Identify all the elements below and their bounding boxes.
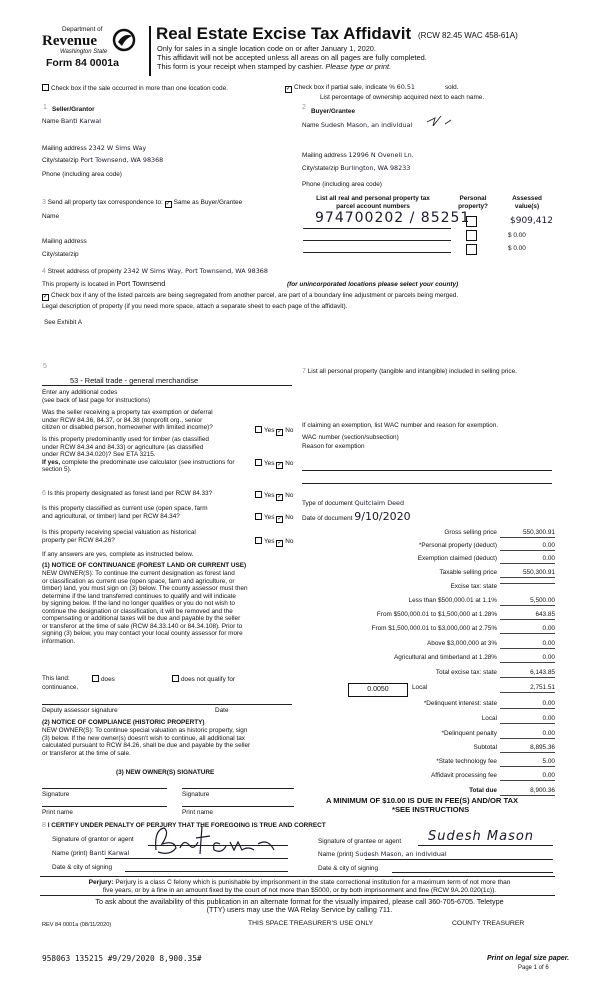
local-rate-box[interactable]: 0.0050 (348, 683, 408, 697)
calc-value[interactable]: 0.00 (500, 625, 555, 634)
calc-row (300, 529, 555, 539)
calc-value[interactable]: 8,895.36 (500, 744, 555, 753)
calc-row (300, 569, 555, 579)
calc-value[interactable]: 5,500.00 (500, 597, 555, 606)
form-title: Real Estate Excise Tax Affidavit (156, 24, 412, 43)
personal-property-checkbox-2[interactable] (466, 230, 477, 241)
buyer-city[interactable]: Burlington, WA 98233 (340, 164, 411, 172)
calc-label: Total due (469, 787, 497, 794)
calc-label: Excise tax: state (450, 583, 497, 590)
subtitle-2: This affidavit will not be accepted unless all areas on all pages are fully completed. (157, 53, 427, 62)
calc-row (300, 611, 555, 621)
calc-label: *State technology fee (436, 758, 497, 765)
multi-location-label: Check box if the sale occurred in more than one location code. (51, 85, 228, 92)
property-street[interactable]: 2342 W Sims Way, Port Townsend, WA 98368 (123, 267, 268, 275)
seller-name[interactable]: Banti Karwal (60, 117, 102, 125)
seller-phone-label: Phone (including area code) (42, 171, 122, 178)
calc-value[interactable]: 0.00 (500, 730, 555, 739)
calc-row (300, 772, 555, 782)
historic-no-checkbox[interactable]: ✓ (277, 540, 283, 546)
legal-description[interactable]: See Exhibit A (44, 319, 83, 326)
calc-value[interactable]: 0.00 (500, 715, 555, 724)
calc-row (300, 625, 555, 635)
calc-row (300, 758, 555, 768)
notice-compliance-text: NEW OWNER(S): To continue special valuation as historic property, sign (3) below. If the new owner(s) doesn't wish to continue, all additional tax calculated pursuant to RCW 84.26, shall be due and payable by the seller or transferor at the time of sale. (42, 727, 251, 757)
calc-row (300, 744, 555, 754)
buyer-heading: Buyer/Grantee (311, 108, 356, 115)
calc-value[interactable]: 8,900.36 (500, 787, 555, 796)
calc-row (300, 654, 555, 664)
calc-label: Above $3,000,000 at 3% (427, 640, 497, 647)
document-type[interactable]: Quitclaim Deed (354, 499, 405, 507)
calc-row (300, 700, 555, 710)
calc-row (300, 597, 555, 607)
land-use-code[interactable]: 53 - Retail trade - general merchandise (70, 376, 199, 385)
calc-row (300, 640, 555, 650)
calc-value[interactable]: 550,300.91 (500, 569, 555, 578)
form-rcw: (RCW 82.45 WAC 458-61A) (418, 31, 518, 40)
calc-row (300, 669, 555, 679)
calc-label: Local (412, 684, 428, 691)
calc-row (300, 555, 555, 565)
exemption-yes-checkbox[interactable] (255, 426, 262, 433)
calc-label: Local (481, 715, 497, 722)
buyer-address[interactable]: 12996 N Ovenell Ln. (348, 151, 414, 159)
current-use-yes-checkbox[interactable] (255, 513, 262, 520)
calc-value[interactable]: 0.00 (500, 654, 555, 663)
parcel-number[interactable]: 974700202 / 85251 (315, 210, 471, 226)
personal-property-checkbox-3[interactable] (466, 244, 477, 255)
land-does-not-checkbox[interactable] (172, 675, 179, 682)
historic-yes-checkbox[interactable] (255, 537, 262, 544)
notice-continuance-text: NEW OWNER(S): To continue the current designation as forest land or classification as current use (open space, farm and agriculture, or timber) land, you must sign on (3) below. The county assessor must then determine if the land transferred continues to qualify and will indicate by signing below. If the land no longer qualifies or you do not wish to continue the designation or classification, it will be removed and the compensating or additional taxes will be due and payable by the seller or transferor at the time of sale (RCW 84.33.140 or 84.34.108). Prior to signing (3) below, you may contact your local county assessor for more information. (42, 570, 248, 645)
subtitle-3: This form is your receipt when stamped by cashier. (157, 62, 324, 71)
pct-list-note: List percentage of ownership acquired next to each name. (320, 94, 485, 101)
sold-label: sold. (444, 84, 459, 91)
calc-row (300, 715, 555, 725)
calc-value[interactable]: 0.00 (500, 772, 555, 781)
land-does-checkbox[interactable] (92, 675, 99, 682)
partial-sale-checkbox[interactable]: ✓ (286, 86, 292, 92)
calc-label: From $1,500,000.01 to $3,000,000 at 2.75% (371, 625, 497, 632)
segregated-checkbox[interactable]: ✓ (43, 294, 49, 300)
forest-yes-checkbox[interactable] (255, 491, 262, 498)
calc-label: Exemption claimed (deduct) (417, 555, 497, 562)
calc-row (300, 583, 555, 593)
buyer-phone-label: Phone (including area code) (302, 181, 382, 188)
calc-label: Taxable selling price (439, 569, 497, 576)
assessed-value-2[interactable]: $ 0.00 (508, 232, 526, 239)
multi-location-checkbox[interactable] (42, 84, 49, 91)
calc-value[interactable]: 0.00 (500, 542, 555, 551)
calc-value[interactable]: 2,751.51 (500, 684, 555, 693)
calc-value[interactable] (500, 583, 555, 584)
timber-yes-checkbox[interactable] (255, 459, 262, 466)
document-date[interactable]: 9/10/2020 (354, 510, 411, 523)
calc-value[interactable]: 550,300.91 (500, 529, 555, 538)
calc-label: Subtotal (473, 744, 497, 751)
timber-no-checkbox[interactable]: ✓ (277, 462, 283, 468)
calc-label: From $500,000.01 to $1,500,000 at 1.28% (376, 611, 497, 618)
partial-pct[interactable]: 60.51 (396, 83, 415, 91)
property-location[interactable]: Port Townsend (116, 279, 166, 288)
current-use-no-checkbox[interactable]: ✓ (277, 516, 283, 522)
calc-label: *Delinquent interest: state (423, 700, 497, 707)
calc-row (300, 684, 555, 694)
calc-label: *Delinquent penalty (441, 730, 497, 737)
grantor-signature[interactable] (150, 820, 280, 862)
seller-address[interactable]: 2342 W Sims Way (88, 144, 147, 152)
header-divider (149, 26, 151, 76)
revenue-logo: Department of Revenue Washington State Form 84 0001a (42, 26, 142, 70)
calc-label: Agricultural and timberland at 1.28% (393, 654, 497, 661)
cashier-stamp: 958063 135215 #9/29/2020 8,900.35# (42, 954, 202, 963)
calc-label: Gross selling price (444, 529, 497, 536)
calc-value[interactable]: 0.00 (500, 555, 555, 564)
calc-label: Less than $500,000.01 at 1.1% (408, 597, 497, 604)
subtitle-1: Only for sales in a single location code on or after January 1, 2020. (157, 44, 376, 53)
grantee-print-name[interactable]: Sudesh Mason, an individual (355, 850, 447, 858)
calc-value[interactable]: 5.00 (500, 758, 555, 767)
personal-property-checkbox-1[interactable] (466, 216, 477, 227)
unincorporated-note: (for unincorporated locations please select your county) (287, 281, 459, 288)
assessed-value-3[interactable]: $ 0.00 (508, 245, 526, 252)
subtitle-3-print: Please type or print. (325, 62, 392, 71)
calc-value[interactable]: 6,143.85 (500, 669, 555, 678)
calc-value[interactable]: 0.00 (500, 700, 555, 709)
calc-label: Total excise tax: state (435, 669, 497, 676)
exemption-no-checkbox[interactable]: ✓ (277, 429, 283, 435)
partial-sale-label: Check box if partial sale, indicate % (294, 84, 395, 91)
seller-city[interactable]: Port Townsend, WA 98368 (80, 156, 164, 164)
buyer-name[interactable]: Sudesh Mason, an individual (320, 121, 413, 129)
revenue-swirl-icon (112, 28, 136, 52)
same-as-buyer-checkbox[interactable]: ✓ (165, 201, 171, 207)
calc-row (300, 730, 555, 740)
assessed-value-1[interactable]: $909,412 (510, 216, 553, 226)
calc-label: Affidavit processing fee (431, 772, 497, 779)
forest-no-checkbox[interactable]: ✓ (277, 494, 283, 500)
grantor-print-name[interactable]: Banti Karwal (89, 849, 130, 857)
grantee-signature[interactable]: Sudesh Mason (428, 829, 535, 844)
calc-label: *Personal property (deduct) (418, 542, 497, 549)
seller-heading: Seller/Grantor (52, 106, 95, 113)
calc-value[interactable]: 0.00 (500, 640, 555, 649)
buyer-initial-mark (425, 114, 455, 130)
calc-value[interactable]: 643.85 (500, 611, 555, 620)
calc-row (300, 542, 555, 552)
